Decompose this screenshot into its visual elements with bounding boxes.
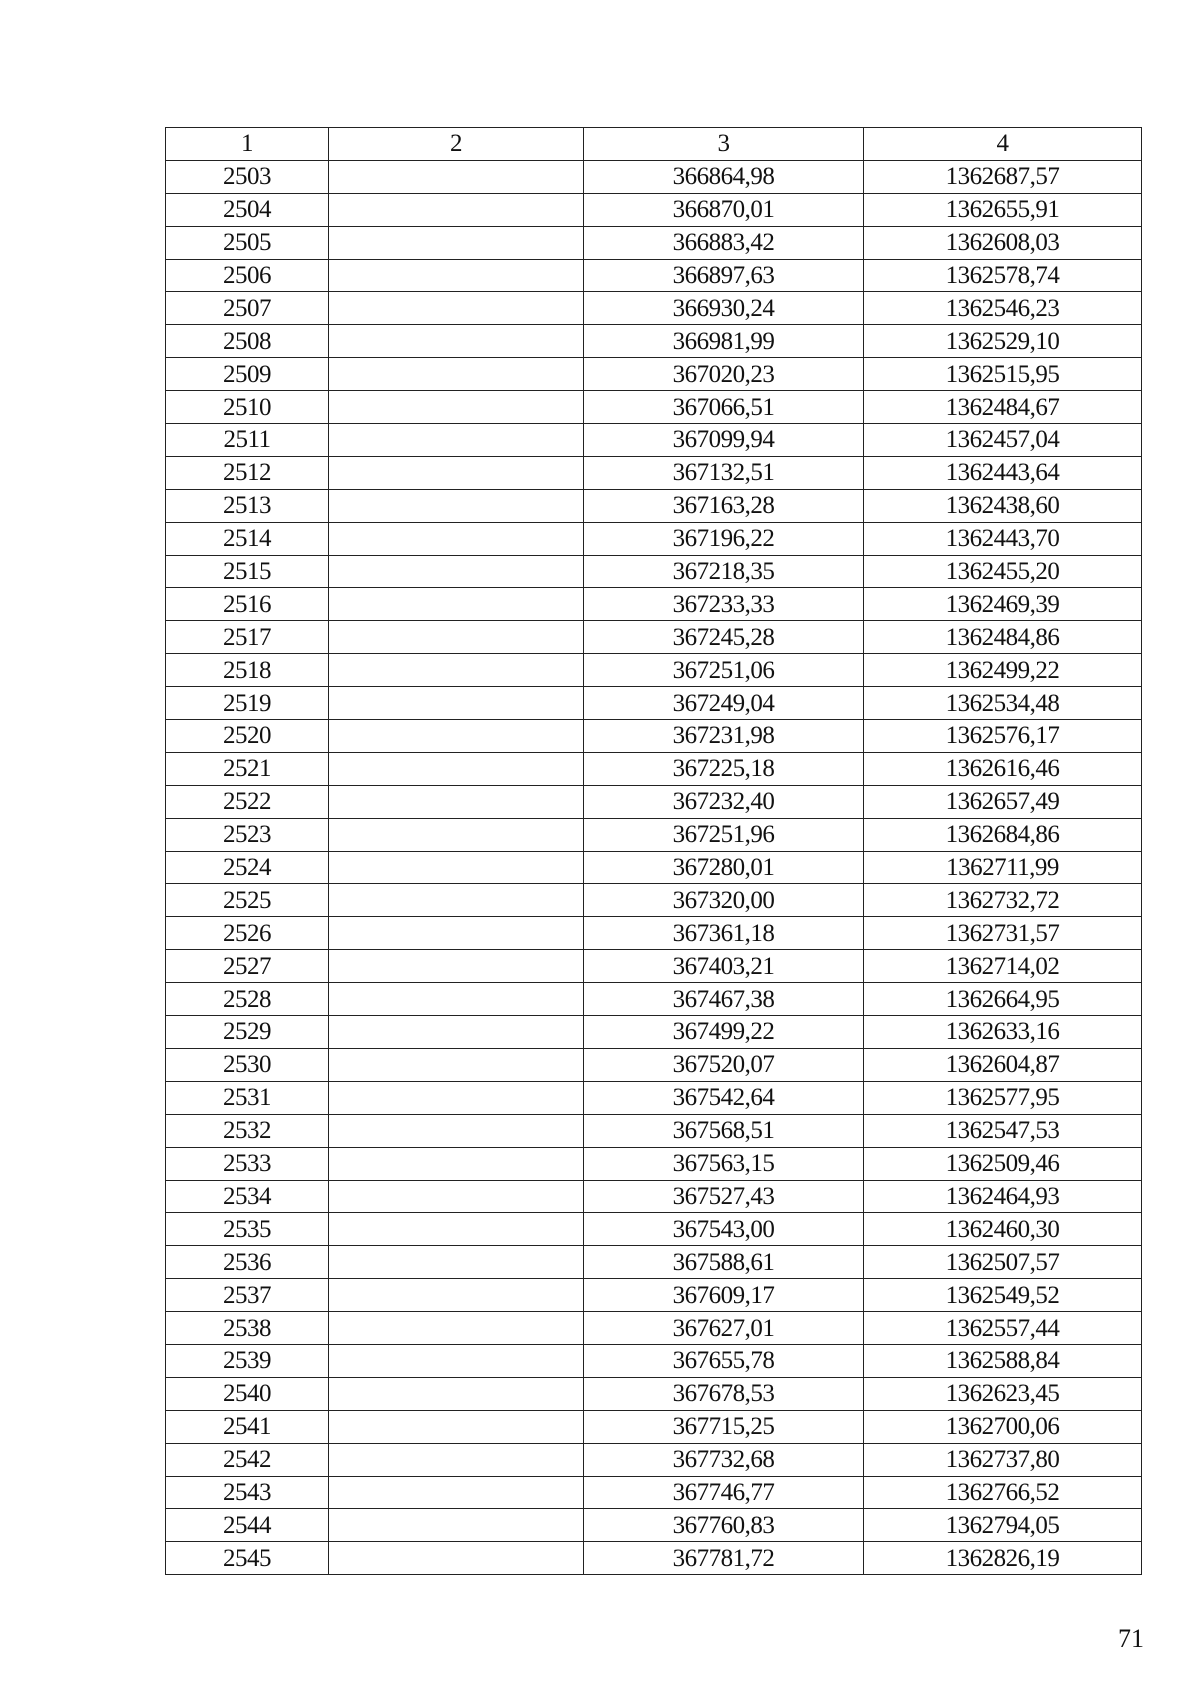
description-cell <box>329 1312 584 1345</box>
table-row <box>166 1377 1142 1410</box>
x-coordinate-cell: 366870,01 <box>584 193 864 226</box>
table-row <box>166 785 1142 818</box>
column-header-2: 2 <box>329 128 584 161</box>
y-coordinate-cell: 1362623,45 <box>864 1377 1142 1410</box>
point-number-cell: 2511 <box>166 424 329 457</box>
y-coordinate-cell: 1362588,84 <box>864 1344 1142 1377</box>
x-coordinate-cell: 366897,63 <box>584 259 864 292</box>
y-coordinate-cell: 1362438,60 <box>864 489 1142 522</box>
x-coordinate-cell: 367231,98 <box>584 720 864 753</box>
x-coordinate-cell: 366930,24 <box>584 292 864 325</box>
description-cell <box>329 358 584 391</box>
description-cell <box>329 687 584 720</box>
x-coordinate-cell: 367746,77 <box>584 1476 864 1509</box>
y-coordinate-cell: 1362737,80 <box>864 1443 1142 1476</box>
point-number-cell: 2540 <box>166 1377 329 1410</box>
y-coordinate-cell: 1362714,02 <box>864 950 1142 983</box>
x-coordinate-cell: 367245,28 <box>584 621 864 654</box>
y-coordinate-cell: 1362731,57 <box>864 917 1142 950</box>
point-number-cell: 2525 <box>166 884 329 917</box>
y-coordinate-cell: 1362547,53 <box>864 1114 1142 1147</box>
x-coordinate-cell: 367280,01 <box>584 851 864 884</box>
point-number-cell: 2523 <box>166 818 329 851</box>
x-coordinate-cell: 367132,51 <box>584 456 864 489</box>
description-cell <box>329 1509 584 1542</box>
description-cell <box>329 1542 584 1575</box>
point-number-cell: 2542 <box>166 1443 329 1476</box>
x-coordinate-cell: 367020,23 <box>584 358 864 391</box>
y-coordinate-cell: 1362529,10 <box>864 325 1142 358</box>
point-number-cell: 2510 <box>166 391 329 424</box>
table-row <box>166 720 1142 753</box>
table-row <box>166 1081 1142 1114</box>
table-row <box>166 818 1142 851</box>
y-coordinate-cell: 1362507,57 <box>864 1246 1142 1279</box>
point-number-cell: 2517 <box>166 621 329 654</box>
coordinates-table <box>165 127 1142 1575</box>
point-number-cell: 2530 <box>166 1048 329 1081</box>
table-row <box>166 424 1142 457</box>
description-cell <box>329 851 584 884</box>
description-cell <box>329 983 584 1016</box>
table-row <box>166 752 1142 785</box>
y-coordinate-cell: 1362732,72 <box>864 884 1142 917</box>
y-coordinate-cell: 1362460,30 <box>864 1213 1142 1246</box>
x-coordinate-cell: 367249,04 <box>584 687 864 720</box>
x-coordinate-cell: 367232,40 <box>584 785 864 818</box>
description-cell <box>329 654 584 687</box>
point-number-cell: 2505 <box>166 226 329 259</box>
description-cell <box>329 456 584 489</box>
point-number-cell: 2538 <box>166 1312 329 1345</box>
x-coordinate-cell: 367568,51 <box>584 1114 864 1147</box>
point-number-cell: 2520 <box>166 720 329 753</box>
point-number-cell: 2537 <box>166 1279 329 1312</box>
x-coordinate-cell: 367760,83 <box>584 1509 864 1542</box>
description-cell <box>329 391 584 424</box>
y-coordinate-cell: 1362766,52 <box>864 1476 1142 1509</box>
description-cell <box>329 818 584 851</box>
point-number-cell: 2512 <box>166 456 329 489</box>
y-coordinate-cell: 1362657,49 <box>864 785 1142 818</box>
x-coordinate-cell: 367527,43 <box>584 1180 864 1213</box>
table-row <box>166 851 1142 884</box>
page-number: 71 <box>1118 1624 1144 1653</box>
table-row <box>166 1509 1142 1542</box>
point-number-cell: 2514 <box>166 522 329 555</box>
x-coordinate-cell: 367781,72 <box>584 1542 864 1575</box>
y-coordinate-cell: 1362499,22 <box>864 654 1142 687</box>
y-coordinate-cell: 1362700,06 <box>864 1410 1142 1443</box>
table-row <box>166 1312 1142 1345</box>
description-cell <box>329 1213 584 1246</box>
y-coordinate-cell: 1362457,04 <box>864 424 1142 457</box>
x-coordinate-cell: 367218,35 <box>584 555 864 588</box>
description-cell <box>329 884 584 917</box>
point-number-cell: 2513 <box>166 489 329 522</box>
y-coordinate-cell: 1362794,05 <box>864 1509 1142 1542</box>
column-header-1: 1 <box>166 128 329 161</box>
table-row <box>166 1016 1142 1049</box>
description-cell <box>329 1443 584 1476</box>
point-number-cell: 2536 <box>166 1246 329 1279</box>
description-cell <box>329 621 584 654</box>
y-coordinate-cell: 1362455,20 <box>864 555 1142 588</box>
table-row <box>166 588 1142 621</box>
x-coordinate-cell: 367320,00 <box>584 884 864 917</box>
point-number-cell: 2524 <box>166 851 329 884</box>
point-number-cell: 2504 <box>166 193 329 226</box>
y-coordinate-cell: 1362687,57 <box>864 160 1142 193</box>
table-row <box>166 358 1142 391</box>
y-coordinate-cell: 1362464,93 <box>864 1180 1142 1213</box>
x-coordinate-cell: 367520,07 <box>584 1048 864 1081</box>
y-coordinate-cell: 1362576,17 <box>864 720 1142 753</box>
x-coordinate-cell: 367542,64 <box>584 1081 864 1114</box>
table-row <box>166 1443 1142 1476</box>
point-number-cell: 2527 <box>166 950 329 983</box>
point-number-cell: 2508 <box>166 325 329 358</box>
y-coordinate-cell: 1362711,99 <box>864 851 1142 884</box>
y-coordinate-cell: 1362484,67 <box>864 391 1142 424</box>
table-row <box>166 325 1142 358</box>
description-cell <box>329 226 584 259</box>
table-row <box>166 522 1142 555</box>
description-cell <box>329 325 584 358</box>
point-number-cell: 2522 <box>166 785 329 818</box>
y-coordinate-cell: 1362534,48 <box>864 687 1142 720</box>
table-row <box>166 226 1142 259</box>
y-coordinate-cell: 1362546,23 <box>864 292 1142 325</box>
point-number-cell: 2506 <box>166 259 329 292</box>
point-number-cell: 2532 <box>166 1114 329 1147</box>
x-coordinate-cell: 367732,68 <box>584 1443 864 1476</box>
x-coordinate-cell: 367467,38 <box>584 983 864 1016</box>
x-coordinate-cell: 367678,53 <box>584 1377 864 1410</box>
table-row <box>166 1213 1142 1246</box>
description-cell <box>329 193 584 226</box>
point-number-cell: 2534 <box>166 1180 329 1213</box>
description-cell <box>329 1476 584 1509</box>
x-coordinate-cell: 367715,25 <box>584 1410 864 1443</box>
description-cell <box>329 259 584 292</box>
y-coordinate-cell: 1362509,46 <box>864 1147 1142 1180</box>
table-row <box>166 917 1142 950</box>
x-coordinate-cell: 367588,61 <box>584 1246 864 1279</box>
description-cell <box>329 1081 584 1114</box>
x-coordinate-cell: 367225,18 <box>584 752 864 785</box>
point-number-cell: 2507 <box>166 292 329 325</box>
y-coordinate-cell: 1362664,95 <box>864 983 1142 1016</box>
description-cell <box>329 1180 584 1213</box>
y-coordinate-cell: 1362557,44 <box>864 1312 1142 1345</box>
point-number-cell: 2545 <box>166 1542 329 1575</box>
y-coordinate-cell: 1362469,39 <box>864 588 1142 621</box>
x-coordinate-cell: 367361,18 <box>584 917 864 950</box>
table-row <box>166 555 1142 588</box>
x-coordinate-cell: 367543,00 <box>584 1213 864 1246</box>
point-number-cell: 2543 <box>166 1476 329 1509</box>
table-row <box>166 1344 1142 1377</box>
point-number-cell: 2518 <box>166 654 329 687</box>
description-cell <box>329 160 584 193</box>
table-body <box>166 160 1142 1574</box>
point-number-cell: 2515 <box>166 555 329 588</box>
description-cell <box>329 489 584 522</box>
table-row <box>166 687 1142 720</box>
table-row <box>166 1114 1142 1147</box>
point-number-cell: 2531 <box>166 1081 329 1114</box>
table-row <box>166 292 1142 325</box>
description-cell <box>329 424 584 457</box>
table-row <box>166 1180 1142 1213</box>
table-row <box>166 1048 1142 1081</box>
point-number-cell: 2533 <box>166 1147 329 1180</box>
y-coordinate-cell: 1362826,19 <box>864 1542 1142 1575</box>
y-coordinate-cell: 1362443,64 <box>864 456 1142 489</box>
description-cell <box>329 720 584 753</box>
table-row <box>166 160 1142 193</box>
description-cell <box>329 1114 584 1147</box>
y-coordinate-cell: 1362608,03 <box>864 226 1142 259</box>
x-coordinate-cell: 366883,42 <box>584 226 864 259</box>
description-cell <box>329 1279 584 1312</box>
x-coordinate-cell: 366981,99 <box>584 325 864 358</box>
y-coordinate-cell: 1362633,16 <box>864 1016 1142 1049</box>
point-number-cell: 2539 <box>166 1344 329 1377</box>
x-coordinate-cell: 367403,21 <box>584 950 864 983</box>
table-row <box>166 1147 1142 1180</box>
y-coordinate-cell: 1362577,95 <box>864 1081 1142 1114</box>
table-row <box>166 1476 1142 1509</box>
point-number-cell: 2519 <box>166 687 329 720</box>
table-row <box>166 1246 1142 1279</box>
description-cell <box>329 292 584 325</box>
y-coordinate-cell: 1362443,70 <box>864 522 1142 555</box>
description-cell <box>329 785 584 818</box>
point-number-cell: 2526 <box>166 917 329 950</box>
description-cell <box>329 752 584 785</box>
point-number-cell: 2535 <box>166 1213 329 1246</box>
table-row <box>166 193 1142 226</box>
table-row <box>166 950 1142 983</box>
point-number-cell: 2544 <box>166 1509 329 1542</box>
table-row <box>166 1279 1142 1312</box>
point-number-cell: 2516 <box>166 588 329 621</box>
point-number-cell: 2528 <box>166 983 329 1016</box>
table-row <box>166 621 1142 654</box>
x-coordinate-cell: 367655,78 <box>584 1344 864 1377</box>
x-coordinate-cell: 367251,96 <box>584 818 864 851</box>
x-coordinate-cell: 367163,28 <box>584 489 864 522</box>
point-number-cell: 2521 <box>166 752 329 785</box>
table-row <box>166 489 1142 522</box>
x-coordinate-cell: 367251,06 <box>584 654 864 687</box>
table-row <box>166 1410 1142 1443</box>
x-coordinate-cell: 367196,22 <box>584 522 864 555</box>
table-row <box>166 654 1142 687</box>
x-coordinate-cell: 366864,98 <box>584 160 864 193</box>
x-coordinate-cell: 367563,15 <box>584 1147 864 1180</box>
description-cell <box>329 1048 584 1081</box>
table-row <box>166 391 1142 424</box>
y-coordinate-cell: 1362549,52 <box>864 1279 1142 1312</box>
description-cell <box>329 555 584 588</box>
table-row <box>166 884 1142 917</box>
point-number-cell: 2503 <box>166 160 329 193</box>
y-coordinate-cell: 1362655,91 <box>864 193 1142 226</box>
y-coordinate-cell: 1362484,86 <box>864 621 1142 654</box>
description-cell <box>329 522 584 555</box>
point-number-cell: 2541 <box>166 1410 329 1443</box>
x-coordinate-cell: 367609,17 <box>584 1279 864 1312</box>
y-coordinate-cell: 1362578,74 <box>864 259 1142 292</box>
point-number-cell: 2529 <box>166 1016 329 1049</box>
table-row <box>166 259 1142 292</box>
y-coordinate-cell: 1362616,46 <box>864 752 1142 785</box>
column-header-3: 3 <box>584 128 864 161</box>
table-row <box>166 983 1142 1016</box>
y-coordinate-cell: 1362515,95 <box>864 358 1142 391</box>
table-header-row <box>166 128 1142 161</box>
description-cell <box>329 917 584 950</box>
description-cell <box>329 588 584 621</box>
column-header-4: 4 <box>864 128 1142 161</box>
x-coordinate-cell: 367499,22 <box>584 1016 864 1049</box>
table-row <box>166 456 1142 489</box>
description-cell <box>329 1016 584 1049</box>
x-coordinate-cell: 367627,01 <box>584 1312 864 1345</box>
point-number-cell: 2509 <box>166 358 329 391</box>
x-coordinate-cell: 367099,94 <box>584 424 864 457</box>
description-cell <box>329 1246 584 1279</box>
description-cell <box>329 1410 584 1443</box>
x-coordinate-cell: 367066,51 <box>584 391 864 424</box>
description-cell <box>329 1147 584 1180</box>
y-coordinate-cell: 1362684,86 <box>864 818 1142 851</box>
table-row <box>166 1542 1142 1575</box>
description-cell <box>329 1377 584 1410</box>
description-cell <box>329 950 584 983</box>
x-coordinate-cell: 367233,33 <box>584 588 864 621</box>
description-cell <box>329 1344 584 1377</box>
y-coordinate-cell: 1362604,87 <box>864 1048 1142 1081</box>
